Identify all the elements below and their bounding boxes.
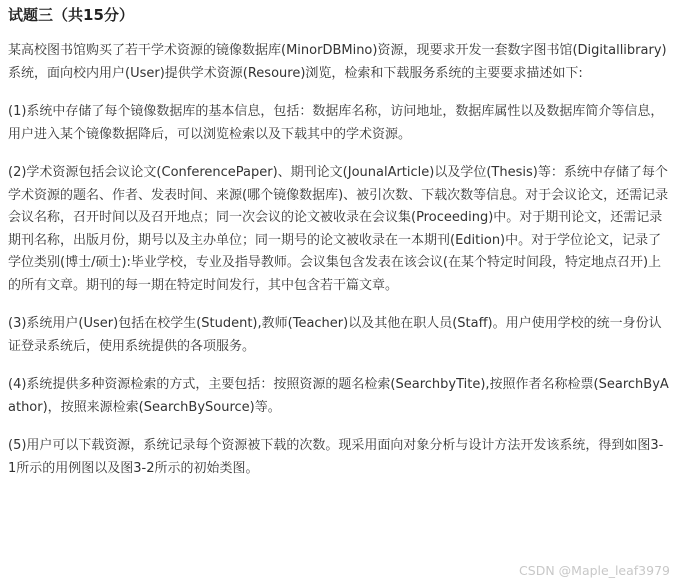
requirement-2-paragraph: (2)学术资源包括会议论文(ConferencePaper)、期刊论文(JounalArticle)以及学位(Thesis)等：系统中存储了每个学术资源的题名、作者、发表时间、来源(哪个镜像数据库)、被引次数、下载次数等信息。对于会议论文，还需记录会议名称，召开时间以及召开地点；同一次会议的论文被收录在会议集(Proceeding)中。对于期刊论文，还需记录期刊名称，出版月份，期号以及主办单位；同一期号的论文被收录在一本期刊(Edition)中。对于学位论文，记录了学位类别(博士/硕士):毕业学校，专业及指导教师。会议集包含发表在该会议(在某个特定时间段，特定地点召开)上的所有文章。期刊的每一期在特定时间发行，其中包含若干篇文章。 [8,165,669,293]
requirement-4-paragraph: (4)系统提供多种资源检索的方式，主要包括：按照资源的题名检索(SearchbyTite),按照作者名称检票(SearchByAathor)，按照来源检索(SearchBySource)等。 [8,377,669,415]
document [8,0,670,480]
requirement-3-paragraph: (3)系统用户(User)包括在校学生(Student),教师(Teacher)以及其他在职人员(Staff)。用户使用学校的统一身份认证登录系统后，使用系统提供的各项服务。 [8,316,662,354]
intro-paragraph: 某高校图书馆购买了若干学术资源的镜像数据库(MinorDBMino)资源，现要求开发一套数字图书馆(Digitallibrary)系统，面向校内用户(User)提供学术资源(Resoure)浏览，检索和下载服务系统的主要要求描述如下: [8,43,667,81]
csdn-watermark: CSDN @Maple_leaf3979 [519,563,670,578]
requirement-1-paragraph: (1)系统中存储了每个镜像数据库的基本信息，包括：数据库名称，访问地址，数据库属性以及数据库简介等信息，用户进入某个镜像数据降后，可以浏览检索以及下载其中的学术资源。 [8,104,664,142]
requirement-5-paragraph: (5)用户可以下载资源，系统记录每个资源被下载的次数。现采用面向对象分析与设计方法开发该系统，得到如图3-1所示的用例图以及图3-2所示的初始类图。 [8,438,664,476]
question-title: 试题三（共15分） [8,6,134,24]
